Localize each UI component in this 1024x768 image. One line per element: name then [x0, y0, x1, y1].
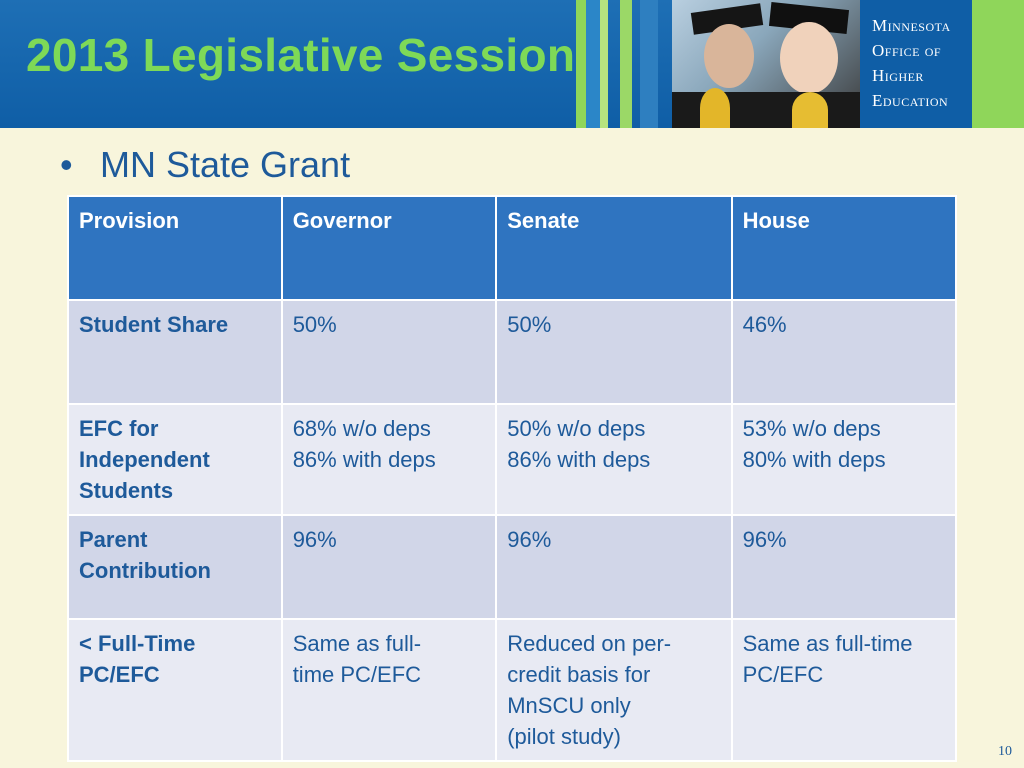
table-row	[68, 404, 956, 515]
provision-cell	[68, 300, 282, 404]
cell-text: MnSCU only	[507, 693, 631, 718]
cell-text: Contribution	[79, 558, 211, 583]
cell-text: Students	[79, 478, 174, 503]
cell-text: Student Share	[79, 312, 229, 337]
decorative-stripe	[600, 0, 608, 128]
cell-text: Parent	[79, 527, 148, 552]
cell-text: 96%	[292, 527, 337, 552]
bullet-item	[60, 144, 350, 186]
cell-text: 96%	[507, 527, 552, 552]
cell-text: 80% with deps	[742, 447, 886, 472]
cell-text: 86% with deps	[292, 447, 436, 472]
cell-text: 68% w/o deps	[292, 416, 431, 441]
cell-text: (pilot study)	[507, 724, 621, 749]
column-header-provision: Provision	[68, 196, 282, 300]
cell-text: 86% with deps	[507, 447, 651, 472]
provision-cell	[68, 619, 282, 761]
house-cell	[732, 404, 956, 515]
cell-text: 96%	[742, 527, 787, 552]
provisions-table	[67, 195, 957, 762]
senate-cell	[496, 619, 731, 761]
governor-cell	[282, 404, 497, 515]
governor-cell	[282, 619, 497, 761]
provision-cell	[68, 515, 282, 619]
cell-text: < Full-Time	[79, 631, 196, 656]
decorative-stripe	[640, 0, 658, 128]
cell-text: 50% w/o deps	[507, 416, 646, 441]
governor-cell	[282, 515, 497, 619]
header-banner	[0, 0, 1024, 128]
decorative-stripe	[586, 0, 600, 128]
logo-stripe	[972, 0, 1024, 128]
cell-text: Same as full-time	[742, 631, 913, 656]
logo-text-line: Minnesota	[872, 16, 951, 35]
graduation-hood	[700, 88, 730, 128]
cell-text: 50%	[292, 312, 337, 337]
cell-text: 53% w/o deps	[742, 416, 881, 441]
logo-text-line: Higher	[872, 66, 924, 85]
table-row	[68, 515, 956, 619]
cell-text: 46%	[742, 312, 787, 337]
bullet-text: MN State Grant	[100, 144, 351, 185]
logo-text-line: Education	[872, 91, 949, 110]
page-number: 10	[998, 744, 1012, 759]
provision-cell	[68, 404, 282, 515]
cell-text: credit basis for	[507, 662, 651, 687]
house-cell	[732, 515, 956, 619]
cell-text: PC/EFC	[79, 662, 160, 687]
slide-title: 2013 Legislative Session	[26, 29, 576, 81]
cell-text: PC/EFC	[742, 662, 824, 687]
cell-text: 50%	[507, 312, 552, 337]
house-cell	[732, 619, 956, 761]
logo-text-line: Office of	[872, 41, 942, 60]
senate-cell	[496, 404, 731, 515]
cell-text: time PC/EFC	[292, 662, 422, 687]
bullet-icon: •	[60, 144, 73, 185]
cell-text: Reduced on per-	[507, 631, 672, 656]
cell-text: Same as full-	[292, 631, 422, 656]
column-header-governor: Governor	[282, 196, 497, 300]
cell-text: Independent	[79, 447, 210, 472]
senate-cell	[496, 300, 731, 404]
column-header-senate: Senate	[496, 196, 731, 300]
governor-cell	[282, 300, 497, 404]
table-row	[68, 619, 956, 761]
graduation-hood	[792, 92, 828, 128]
graduate-face	[704, 24, 754, 88]
column-header-house: House	[732, 196, 956, 300]
house-cell	[732, 300, 956, 404]
cell-text: EFC for	[79, 416, 159, 441]
table-row	[68, 300, 956, 404]
table-header-row	[68, 196, 956, 300]
senate-cell	[496, 515, 731, 619]
graduates-photo	[672, 0, 860, 128]
decorative-stripe	[620, 0, 632, 128]
graduate-face	[780, 22, 838, 94]
decorative-stripe	[576, 0, 586, 128]
